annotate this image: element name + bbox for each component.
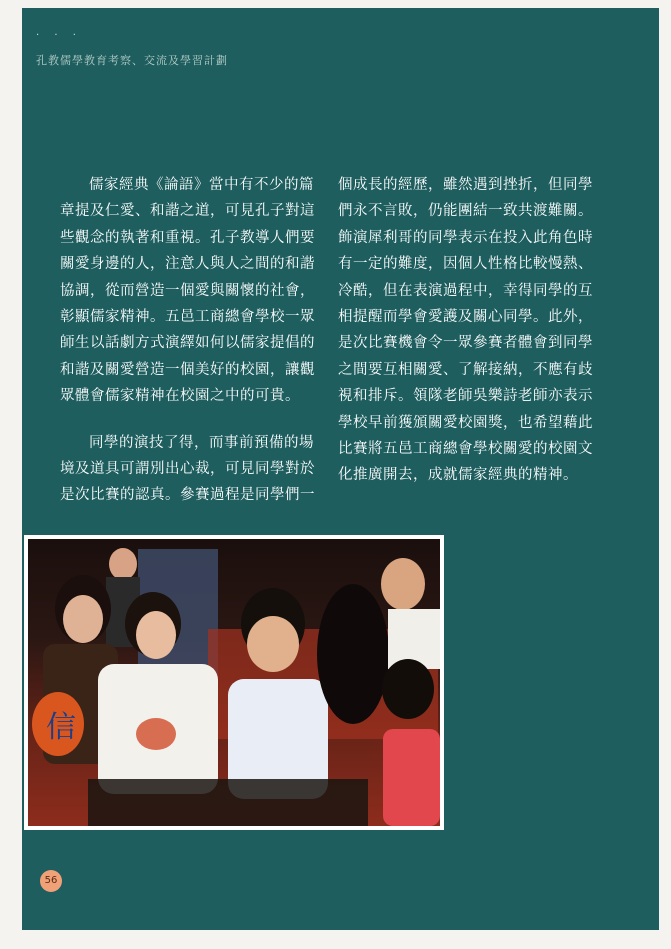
article-left-column [60, 172, 315, 509]
boy-red-hair [382, 659, 434, 719]
girl-center-face [136, 611, 176, 659]
paragraph-continued: 個成長的經歷，雖然遇到挫折，但同學們永不言敗，仍能團結一致共渡難關。飾演犀利哥的同學表示在投入此角色時有一定的難度，因個人性格比較慢熱、冷酷，但在表演過程中，幸得同學的互相提醒而學會愛護及關心同學。此外，是次比賽機會令一眾參賽者體會到同學之間要互相關愛、了解接納，不應有歧視和排斥。領隊老師吳樂詩老師亦表示學校早前獲頒關愛校園獎，也希望藉此比賽將五邑工商總會學校關愛的校園文化推廣開去，成就儒家經典的精神。 [338, 177, 593, 484]
boy-right-face [381, 558, 425, 610]
paragraph-2: 同學的演技了得，而事前預備的場境及道具可謂別出心裁，可見同學對於是次比賽的認真。參賽過程是同學們一 [60, 434, 315, 504]
page-number: 56 [40, 870, 62, 892]
students-photo [24, 535, 444, 830]
standing-person-head [109, 548, 137, 580]
fan-character: 信 [46, 710, 76, 745]
running-header: 孔教儒學教育考察、交流及學習計劃 [36, 54, 228, 67]
boy-red-shirt [383, 729, 440, 826]
paragraph-1: 儒家經典《論語》當中有不少的篇章提及仁愛、和諧之道，可見孔子對這些觀念的執著和重視。孔子教導人們要關愛身邊的人，注意人與人之間的和諧協調，從而營造一個愛與關懷的社會，彰顯儒家精神。五邑工商總會學校一眾師生以話劇方式演繹如何以儒家提倡的和諧及關愛營造一個美好的校園，讓觀眾體會儒家精神在校園之中的可貴。 [60, 177, 315, 405]
long-hair-girl [317, 584, 389, 724]
legs-area [88, 779, 368, 826]
article-right-column [338, 172, 600, 489]
boy-center-face [247, 616, 299, 672]
shirt-print [136, 718, 176, 750]
corner-mark: · · · [36, 30, 82, 41]
girl-left-face [63, 595, 103, 643]
students-illustration [28, 539, 440, 826]
